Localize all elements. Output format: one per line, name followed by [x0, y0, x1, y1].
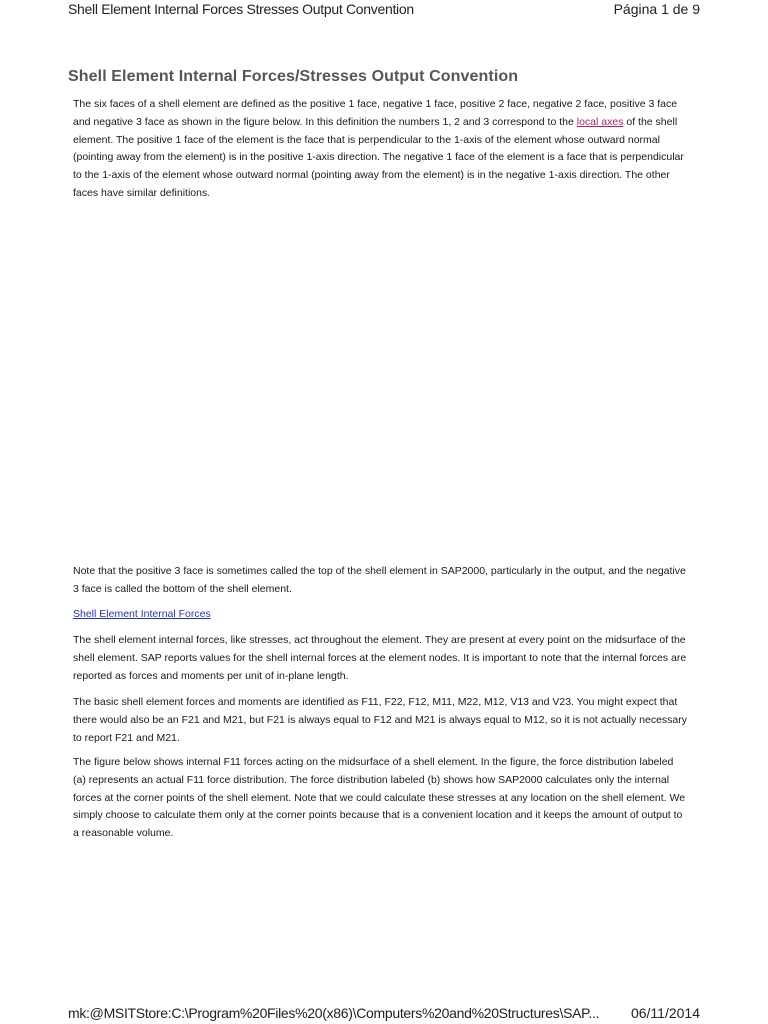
footer-date: 06/11/2014 — [630, 1005, 700, 1021]
page-footer — [0, 1002, 768, 1024]
local-axes-link[interactable]: local axes — [576, 115, 624, 128]
header-title: Shell Element Internal Forces Stresses Output Convention — [68, 1, 414, 17]
paragraph-text: Note that the positive 3 face is sometimes called the top of the shell element in SAP2000, particularly in the output, and the negative 3 face is called the bottom of the shell element. — [73, 565, 686, 595]
shell-internal-forces-link[interactable]: Shell Element Internal Forces — [73, 608, 211, 620]
page-number: Página 1 de 9 — [613, 1, 700, 17]
page-header — [0, 0, 768, 20]
paragraph-internal-forces — [73, 632, 689, 685]
paragraph-text: The figure below shows internal F11 forces acting on the midsurface of a shell element. In the figure, the force distribution labeled (a) represents an actual F11 force distribution. The force distribution labeled (b) shows how SAP2000 calculates only the internal forces at the corner points of the shell element. Note that we could calculate these stresses at any location on the shell element. We simply choose to calculate them only at the corner points because that is a convenient location and it keeps the amount of output to a reasonable volume. — [73, 756, 686, 840]
paragraph-text: The basic shell element forces and moments are identified as F11, F22, F12, M11, M22, M12, V13 and V23. You might expect that there would also be an F21 and M21, but F21 is always equal to F12 and M21 is always equal to M12, so it is not actually necessary to report F21 and M21. — [73, 696, 688, 744]
paragraph-text: The shell element internal forces, like stresses, act throughout the element. They are present at every point on the midsurface of the shell element. SAP reports values for the shell internal forces at the element nodes. It is important to note that the internal forces are reported as forces and moments per unit of in-plane length. — [73, 634, 687, 682]
document-heading: Shell Element Internal Forces/Stresses Output Convention — [68, 68, 519, 85]
section-link-container — [73, 606, 689, 624]
paragraph-faces-definition — [73, 96, 689, 203]
paragraph-basic-forces — [73, 694, 689, 747]
paragraph-text: of the shell element. The positive 1 face of the element is the face that is perpendicular to the 1-axis of the element whose outward normal (pointing away from the element) is in the positive 1-axis direction. The negative 1 face of the element is a face that is perpendicular to the 1-axis of the element whose outward normal (pointing away from the element) is in the negative 1-axis direction. The other faces have similar definitions. — [73, 115, 684, 199]
paragraph-top-bottom-note — [73, 563, 689, 599]
paragraph-f11-figure-description — [73, 754, 689, 843]
figure-shell-faces-blank — [73, 215, 689, 555]
footer-path: mk:@MSITStore:C:\Program%20Files%20(x86)\Computers%20and%20Structures\SAP... — [68, 1005, 600, 1021]
figure-f11-forces-blank — [73, 850, 689, 1000]
paragraph-text: The six faces of a shell element are defined as the positive 1 face, negative 1 face, positive 2 face, negative 2 face, positive 3 face and negative 3 face as shown in the figure below. In this definition the numbers 1, 2 and 3 correspond to the — [73, 98, 678, 128]
